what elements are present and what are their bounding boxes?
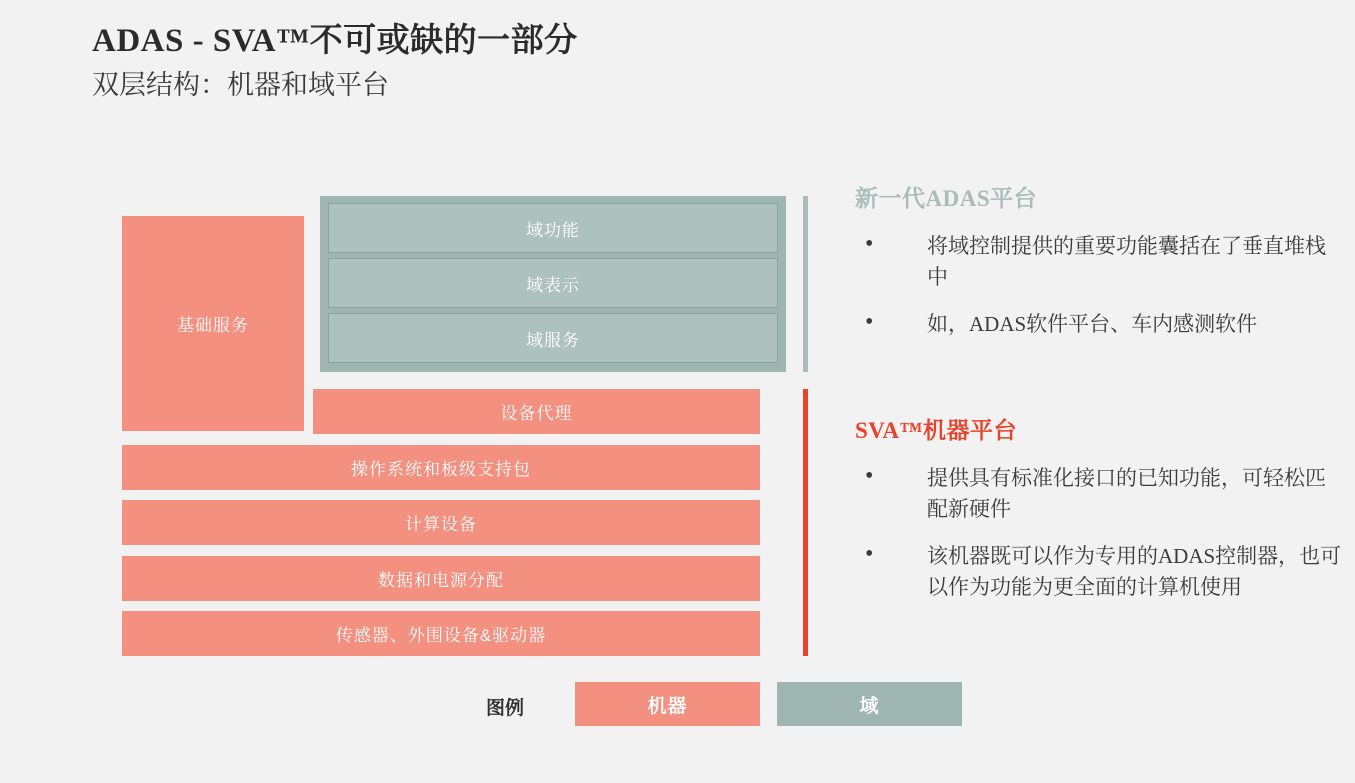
list-item: • 提供具有标准化接口的已知功能，可轻松匹配新硬件 [855,463,1345,525]
legend-swatch-machine: 机器 [575,682,760,726]
block-os-bsp: 操作系统和板级支持包 [122,445,760,490]
bullet-list-sva [855,463,1345,603]
block-sensors-peripherals-drivers: 传感器、外围设备&驱动器 [122,611,760,656]
bullet-list-adas [855,231,1345,340]
section-sva-machine-platform [855,412,1345,619]
section-next-gen-adas [855,180,1345,356]
domain-accent-bar [803,196,808,372]
list-item: • 将域控制提供的重要功能囊括在了垂直堆栈中 [855,231,1345,293]
legend-label: 图例 [485,698,524,719]
section-heading-adas: 新一代ADAS平台 [855,186,1038,211]
block-domain-service: 域服务 [328,313,778,363]
list-item: • 该机器既可以作为专用的ADAS控制器，也可以作为功能为更全面的计算机使用 [855,541,1345,603]
page-title: ADAS - SVA™不可或缺的一部分 [92,23,578,59]
machine-accent-bar [803,389,808,656]
section-heading-sva: SVA™机器平台 [855,418,1018,443]
legend-swatch-domain: 域 [777,682,962,726]
page-subtitle: 双层结构：机器和域平台 [92,70,389,100]
description-column [855,0,1345,783]
list-item: • 如，ADAS软件平台、车内感测软件 [855,309,1345,340]
block-domain-representation: 域表示 [328,258,778,308]
block-device-agent: 设备代理 [313,389,760,434]
block-data-power-distribution: 数据和电源分配 [122,556,760,601]
block-base-services: 基础服务 [122,216,304,431]
block-compute-device: 计算设备 [122,500,760,545]
block-domain-function: 域功能 [328,203,778,253]
